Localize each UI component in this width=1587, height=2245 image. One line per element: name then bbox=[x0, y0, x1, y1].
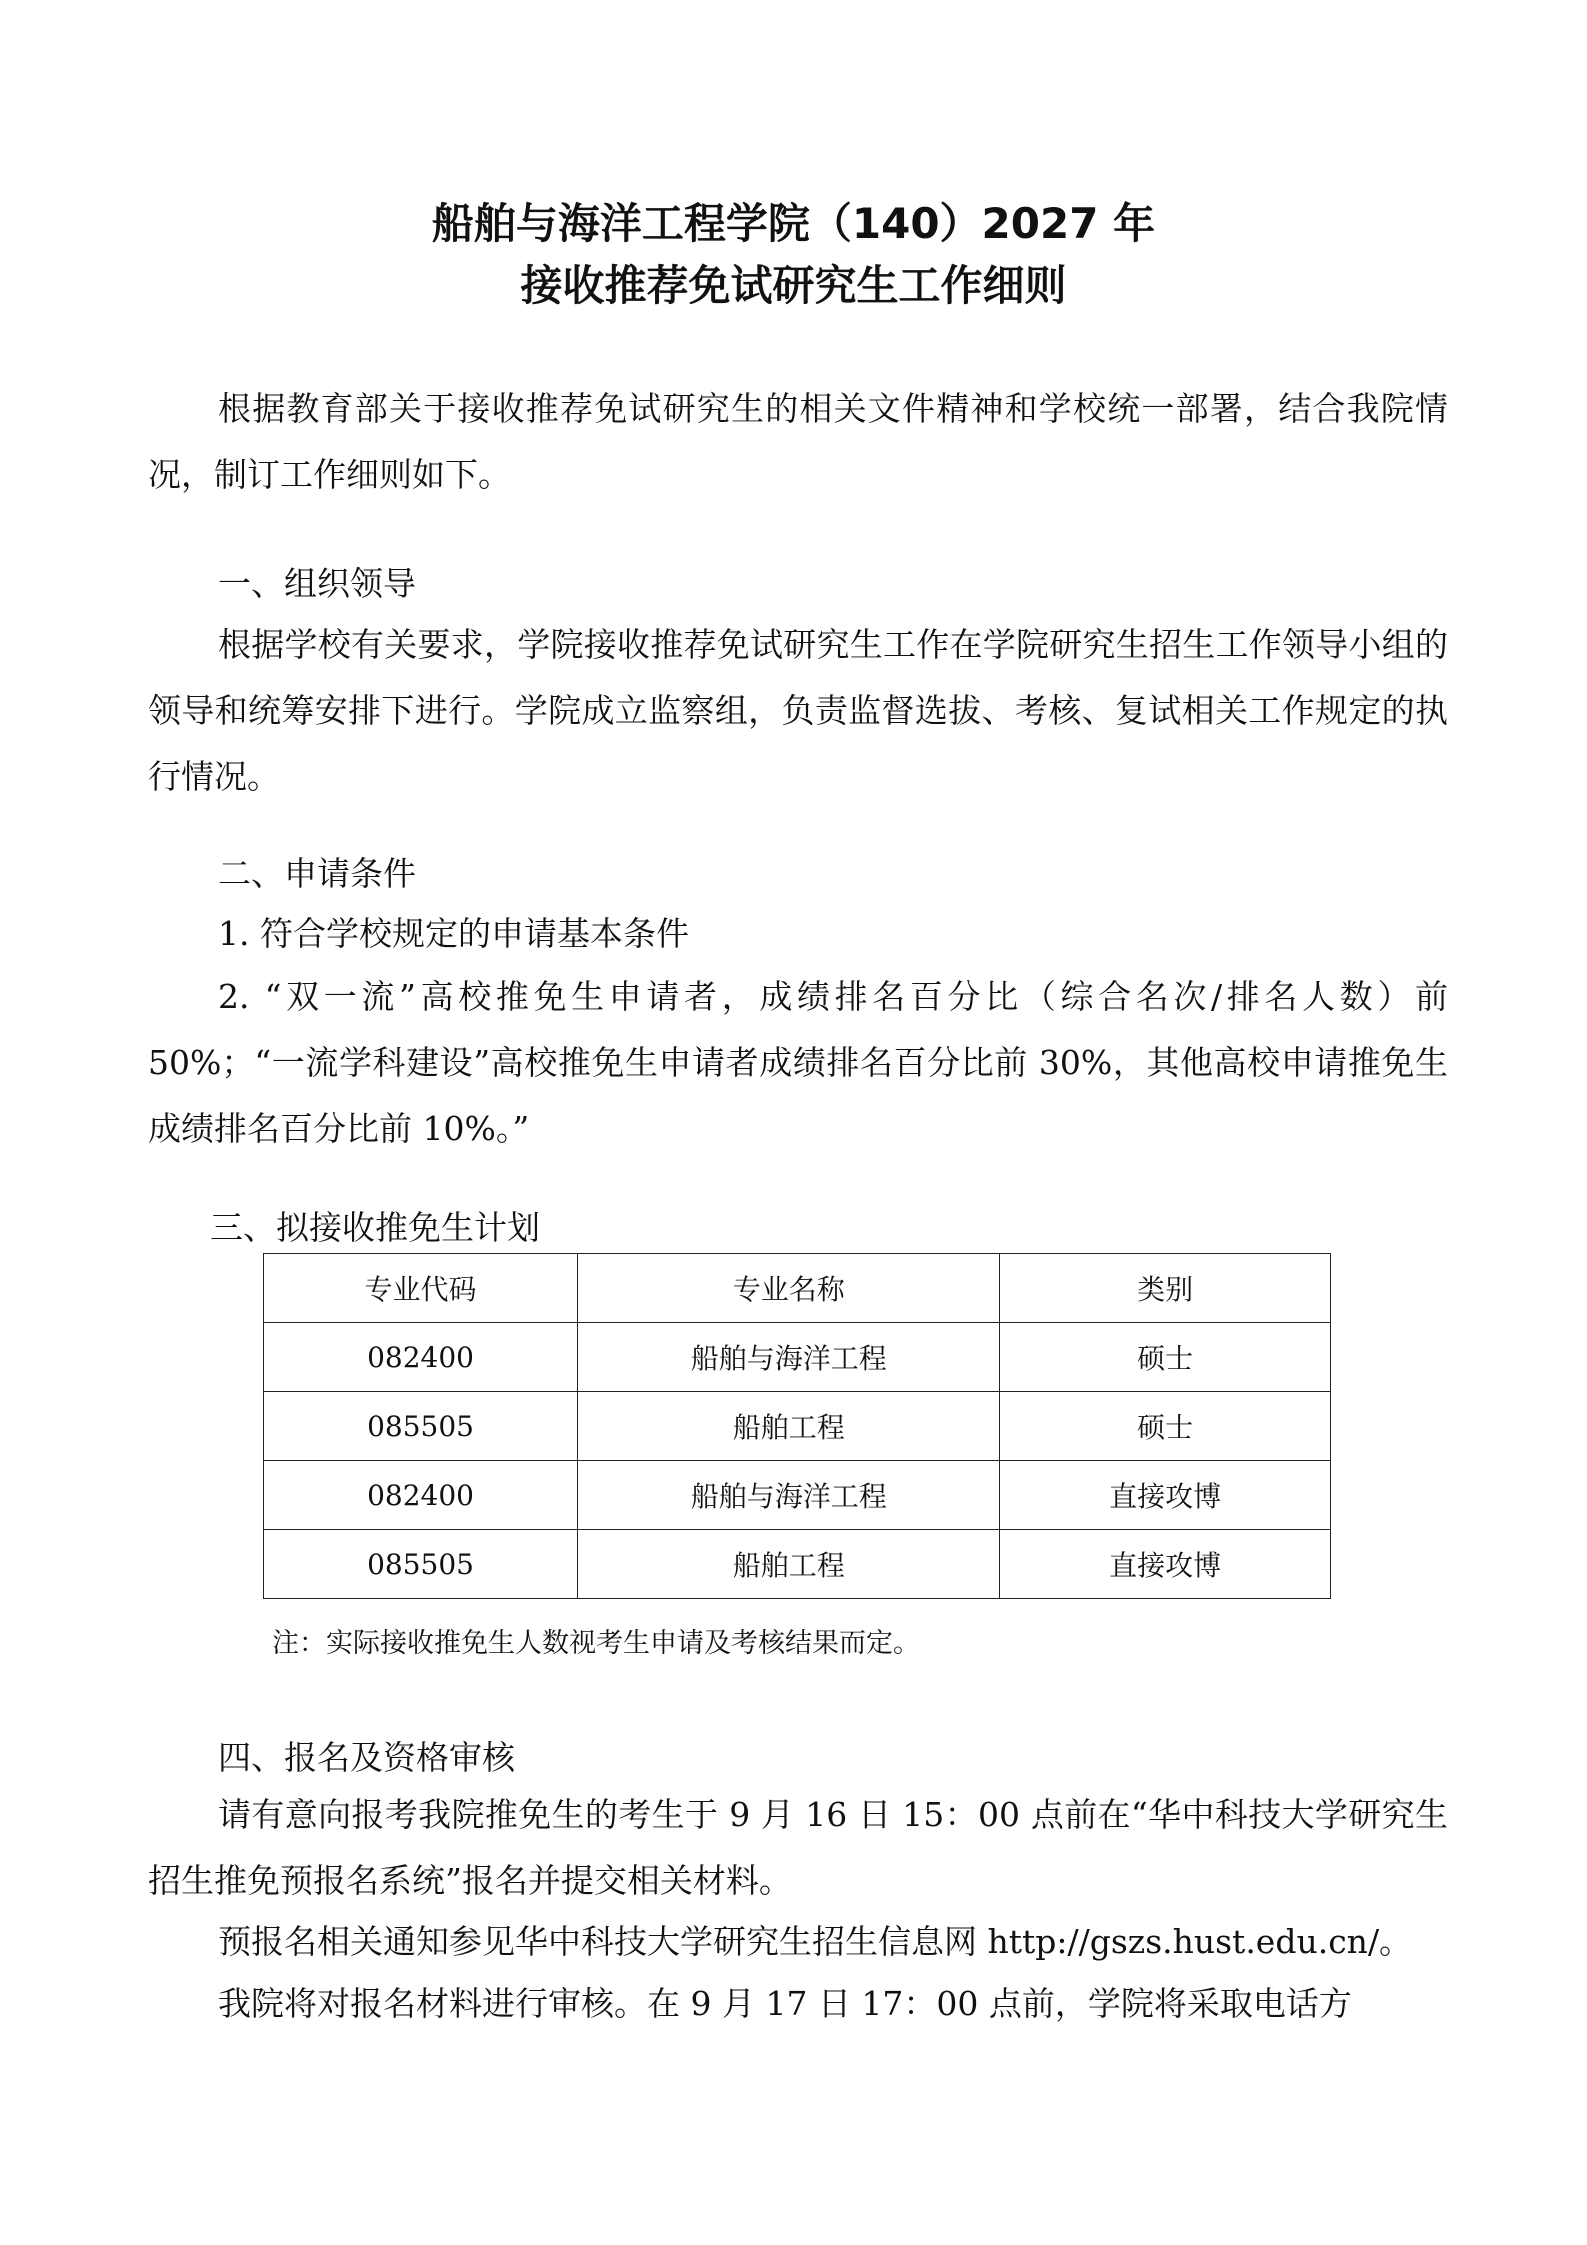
header-code: 专业代码 bbox=[264, 1254, 578, 1323]
cell-type: 直接攻博 bbox=[1000, 1461, 1331, 1530]
section2-item2: 2. “双一流”高校推免生申请者，成绩排名百分比（综合名次/排名人数）前 50%；“一流学科建设”高校推免生申请者成绩排名百分比前 30%，其他高校申请推免生成绩排名百分比前 10%。” bbox=[148, 977, 1448, 1148]
section1-heading: 一、组织领导 bbox=[218, 564, 416, 603]
section4-para2: 预报名相关通知参见华中科技大学研究生招生信息网 http://gszs.hust.edu.cn/。 bbox=[218, 1922, 1413, 1961]
header-name: 专业名称 bbox=[578, 1254, 1000, 1323]
cell-code: 082400 bbox=[264, 1323, 578, 1392]
cell-name: 船舶与海洋工程 bbox=[578, 1323, 1000, 1392]
section4-para3: 我院将对报名材料进行审核。在 9 月 17 日 17：00 点前，学院将采取电话方 bbox=[218, 1984, 1352, 2023]
table-row bbox=[264, 1530, 1331, 1599]
cell-name: 船舶与海洋工程 bbox=[578, 1461, 1000, 1530]
section1-body: 根据学校有关要求，学院接收推荐免试研究生工作在学院研究生招生工作领导小组的领导和统筹安排下进行。学院成立监察组，负责监督选拔、考核、复试相关工作规定的执行情况。 bbox=[148, 625, 1448, 796]
document-title-line2: 接收推荐免试研究生工作细则 bbox=[520, 261, 1067, 310]
table-row bbox=[264, 1323, 1331, 1392]
table-header-row bbox=[264, 1254, 1331, 1323]
intro-paragraph: 根据教育部关于接收推荐免试研究生的相关文件精神和学校统一部署，结合我院情况，制订工作细则如下。 bbox=[148, 389, 1448, 494]
cell-type: 硕士 bbox=[1000, 1323, 1331, 1392]
table-note: 注：实际接收推免生人数视考生申请及考核结果而定。 bbox=[272, 1628, 920, 1659]
cell-name: 船舶工程 bbox=[578, 1530, 1000, 1599]
section2-item1: 1. 符合学校规定的申请基本条件 bbox=[218, 914, 689, 953]
section3-heading: 三、拟接收推免生计划 bbox=[210, 1208, 540, 1247]
cell-code: 085505 bbox=[264, 1392, 578, 1461]
cell-code: 082400 bbox=[264, 1461, 578, 1530]
cell-code: 085505 bbox=[264, 1530, 578, 1599]
table-row bbox=[264, 1392, 1331, 1461]
document-title-line1: 船舶与海洋工程学院（140）2027 年 bbox=[431, 199, 1156, 248]
cell-type: 直接攻博 bbox=[1000, 1530, 1331, 1599]
section4-para1: 请有意向报考我院推免生的考生于 9 月 16 日 15：00 点前在“华中科技大学研究生招生推免预报名系统”报名并提交相关材料。 bbox=[148, 1795, 1448, 1900]
table-row bbox=[264, 1461, 1331, 1530]
section4-heading: 四、报名及资格审核 bbox=[218, 1738, 515, 1777]
cell-name: 船舶工程 bbox=[578, 1392, 1000, 1461]
section2-heading: 二、申请条件 bbox=[218, 854, 416, 893]
cell-type: 硕士 bbox=[1000, 1392, 1331, 1461]
plan-table bbox=[263, 1253, 1331, 1599]
header-type: 类别 bbox=[1000, 1254, 1331, 1323]
